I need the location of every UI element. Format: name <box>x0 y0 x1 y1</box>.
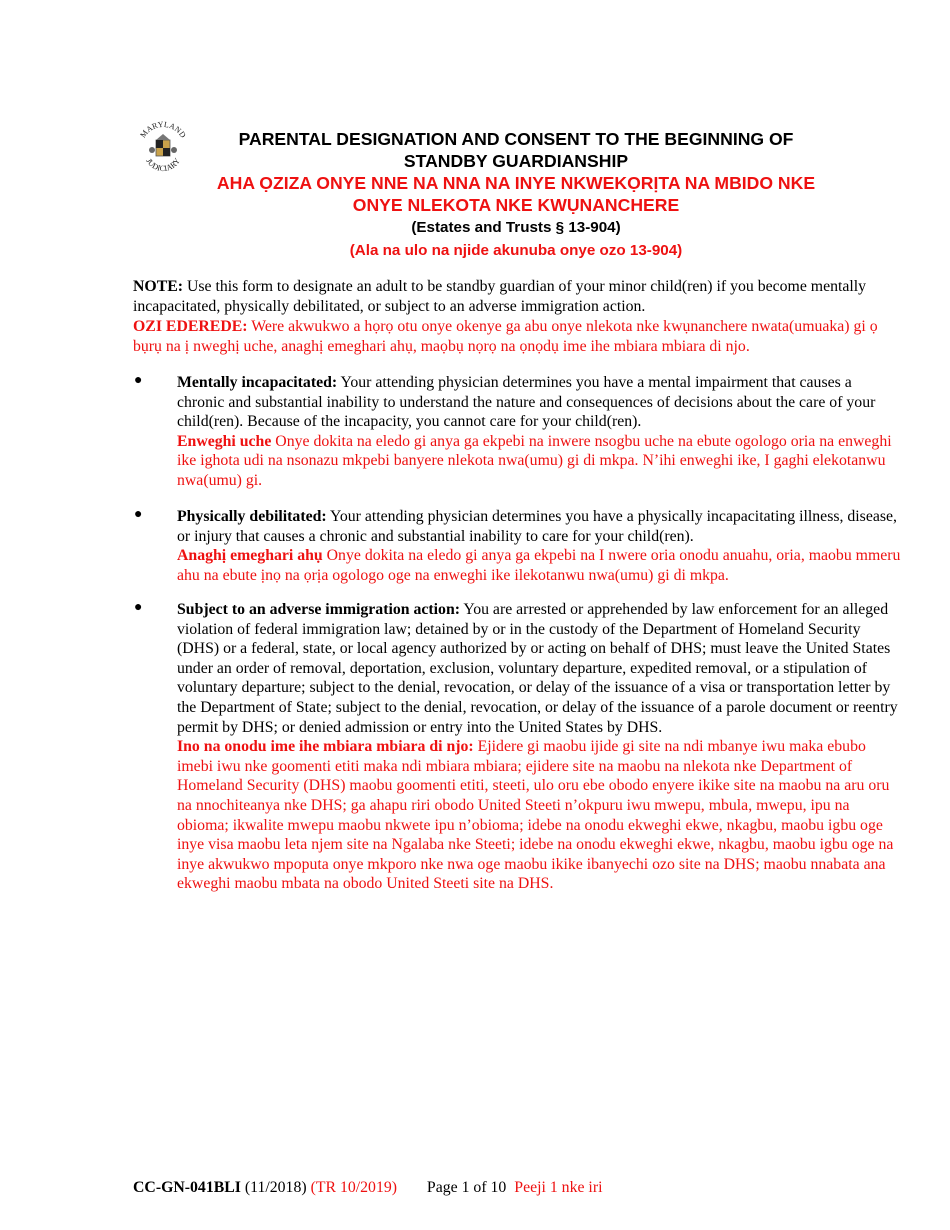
bullet-igbo <box>177 432 901 491</box>
bullet-icon: ● <box>134 507 143 522</box>
bullet-label-igbo: Ino na onodu ime ihe mbiara mbiara di njo: <box>177 738 474 756</box>
form-code: CC-GN-041BLI <box>133 1179 241 1196</box>
bullet-english <box>177 507 901 546</box>
bullet-english <box>177 373 901 432</box>
title-igbo-line2: ONYE NLEKOTA NKE KWỤNANCHERE <box>352 195 680 215</box>
bullet-text-english: You are arrested or apprehended by law enforcement for an alleged violation of federal immigration law; detained by or in the custody of the Department of Homeland Security (DHS) or a federal, state, or local agency authorized by or acting on behalf of DHS; must leave the United States under an order of removal, deportation, exclusion, voluntary departure, expedited removal, or a stipulation of voluntary departure; subject to the denial, revocation, or delay of the issuance of a visa or transportation letter by the Department of State; subject to the denial, revocation, or delay of the issuance of a parole document or reentry permit by DHS; or denied admission or entry into the United States by DHS. <box>177 601 898 736</box>
bullet-label-english: Subject to an adverse immigration action: <box>177 601 460 618</box>
page-number-igbo: Peeji 1 nke iri <box>514 1179 603 1196</box>
note-text-english: Use this form to designate an adult to be standby guardian of your minor child(ren) if you become mentally incapacitated, physically debilitated, or subject to an adverse immigration action. <box>133 278 867 315</box>
bullet-text-english: Your attending physician determines you have a mental impairment that causes a chronic and substantial inability to understand the nature and consequences of decisions about the care of your child(ren). Because of the incapacity, you cannot care for your child(ren). <box>177 374 876 431</box>
bullet-physically-debilitated <box>177 507 901 585</box>
bullet-label-english: Mentally incapacitated: <box>177 374 338 391</box>
bullet-adverse-immigration-action <box>177 600 901 894</box>
note-english <box>133 277 893 317</box>
note-label-english: NOTE: <box>133 278 184 295</box>
note-section <box>133 277 893 357</box>
form-header <box>196 128 836 262</box>
statute-english: (Estates and Trusts § 13-904) <box>411 219 621 236</box>
note-igbo <box>133 317 893 357</box>
maryland-judiciary-seal <box>134 114 192 178</box>
page-number-english: Page 1 of 10 <box>426 1179 507 1196</box>
seal-bottom-text: JUDICIARY <box>144 156 182 174</box>
bullet-label-english: Physically debilitated: <box>177 508 327 525</box>
title-english-line2: STANDBY GUARDIANSHIP <box>403 151 629 171</box>
bullet-text-english: Your attending physician determines you have a physically incapacitating illness, disease, or injury that causes a chronic and substantial inability to care for your child(ren). <box>177 508 897 545</box>
translation-date: (TR 10/2019) <box>310 1179 398 1196</box>
bullet-text-igbo: Ejidere gi maobu ijide gi site na ndi mbanye iwu maka ebubo imebi iwu nke goomenti etiti maka ndi mbiara mbiara; ejidere site na maobu na nlekota nke Department of Homeland Security (DHS) maobu goomenti etiti, steeti, ulo oru ebe obodo enyere ikike site na maobu na aru oru na nnochiteanya nke DHS; ga ahapu riri obodo United Steeti n’okpuru iwu mwepu, mbula, mwepu, ipu na obioma; ikwalite mwepu maobu nkwete ipu n’obioma; idebe na onodu ekweghi ekwe, nkagbu, maobu igbu oge inye visa maobu leta njem site na Ngalaba nke Steeti; idebe na onodu ekweghi ekwe, nkagbu, maobu igbu oge na inye akwukwo mpoputa onye mkporo nke nwa oge maobu ikike ibanyechi ozo site na DHS; maobu nnabata ana ekweghi maobu mbata na obodo United Steeti site na DHS. <box>177 738 894 893</box>
bullet-label-igbo: Anaghị emeghari ahụ <box>177 547 323 565</box>
bullet-text-igbo: Onye dokita na eledo gi anya ga ekpebi na inwere nsogbu uche na ebute ogologo oria na enweghi ike ighota udi na nsonazu mkpebi banyere nlekota nwa(umu) gi di mkpa. N’ihi enweghi ike, I gaghi elekotanwu nwa(umu) gi. <box>177 432 892 489</box>
bullet-igbo <box>177 737 901 894</box>
page-footer <box>133 1178 602 1198</box>
bullet-mentally-incapacitated <box>177 373 901 491</box>
statute-igbo: (Ala na ulo na njide akunuba onye ozo 13-904) <box>349 242 683 259</box>
seal-top-text: MARYLAND <box>138 119 188 140</box>
title-igbo-line1: AHA ỌZIZA ONYE NNE NA NNA NA INYE NKWEKỌRỊTA NA MBIDO NKE <box>216 173 816 193</box>
svg-text:JUDICIARY <box>144 156 182 173</box>
bullet-icon: ● <box>134 373 143 388</box>
form-date: (11/2018) <box>240 1179 307 1196</box>
bullet-icon: ● <box>134 600 143 615</box>
bullet-igbo <box>177 546 901 585</box>
bullet-english <box>177 600 901 737</box>
note-text-igbo: Were akwukwo a họrọ otu onye okenye ga abu onye nlekota nke kwụnanchere nwata(umuaka) gi ọ bụrụ na ị nweghị uche, anaghị emeghari ahụ, maọbụ nọrọ na ọnọdụ ime ihe mbiara mbiara di njo. <box>133 318 878 355</box>
note-label-igbo: OZI EDEREDE: <box>133 318 248 335</box>
bullet-text-igbo: Onye dokita na eledo gi anya ga ekpebi na I nwere oria onodu anuahu, oria, maobu mmeru ahu na ebute ịnọ na ọrịa ogologo oge na enweghi ike ilekotanwu nwa(umu) gi di mkpa. <box>177 547 901 584</box>
title-english-line1: PARENTAL DESIGNATION AND CONSENT TO THE BEGINNING OF <box>238 129 794 149</box>
bullet-label-igbo: Enweghi uche <box>177 432 272 450</box>
